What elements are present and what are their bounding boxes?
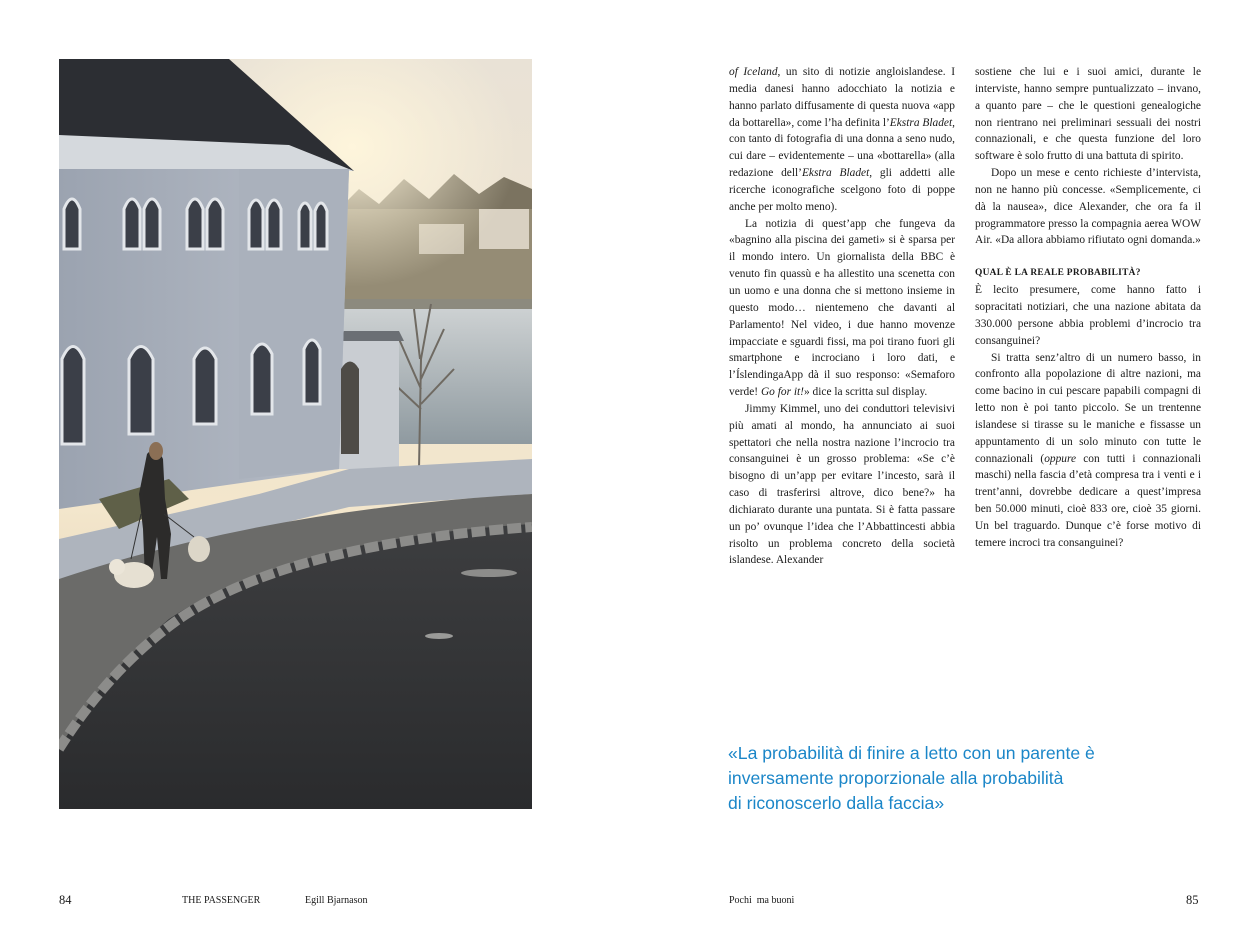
author-name: Egill Bjarnason (305, 895, 368, 906)
section-title: Pochi ma buoni (729, 895, 795, 906)
article-column-right (975, 64, 1201, 552)
article-paragraph: sostiene che lui e i suoi amici, durante le interviste, hanno sempre puntualizzato – invano, a quanto pare – che le questioni genealogiche non rientrano nei preliminari sessuali dei nostri connazionali, e che questa funzione del loro software è solo frutto di una battuta di spirito. (975, 66, 1201, 163)
pull-quote-line: inversamente proporzionale alla probabilità (728, 768, 1064, 788)
left-page-number: 84 (59, 893, 72, 907)
right-page-number: 85 (1186, 893, 1199, 907)
article-paragraph: Si tratta senz’altro di un numero basso, in confronto alla popolazione di altre nazioni, ma come bacino in cui pescare papabili compagni di letto non è poi tanto piccolo. Se un trentenne islandese si tirasse su le maniche e fissasse un appuntamento di un solo minuto con tutte le connazionali (oppure con tutti i connazionali maschi) nella fascia d’età compresa tra i venti e i trent’anni, dovrebbe dedicare a quest’impresa ben 50.000 minuti, cioè 833 ore, cioè 35 giorni. Un bel traguardo. Dunque c’è forse motivo di temere incroci tra consanguinei? (975, 351, 1201, 549)
article-paragraph: Jimmy Kimmel, uno dei conduttori televisivi più amati al mondo, ha annunciato ai suoi spettatori che nella nostra nazione l’incrocio tra consanguinei è un grosso problema: «Se c’è bisogno di un’app per evitare l’incesto, sarà il caso di trasferirsi altrove, dico bene?» ha dichiarato durante una puntata. Si è fatta passare un po’ ovunque l’idea che l’Abbattincesti abbia risolto un problema concreto della società islandese. Alexander (729, 402, 955, 567)
article-paragraph: È lecito presumere, come hanno fatto i sopracitati notiziari, che una nazione abitata da 330.000 persone abbia problemi d’incrocio tra consanguinei? (975, 284, 1201, 347)
article-paragraph: La notizia di quest’app che fungeva da «bagnino alla piscina dei gameti» si è sparsa per il mondo intero. Un giornalista della BBC è venuto fin quassù e ha allestito una scenetta con un uomo e una donna che si mettono insieme in questo modo… nientemeno che davanti al Parlamento! Nel video, i due hanno movenze impacciate e sguardi fissi, ma poi tirano fuori gli smartphone e incrociano i loro dati, e l’ÍslendingaApp dà il suo responso: «Semaforo verde! Go for it!» dice la scritta sul display. (729, 217, 955, 399)
photo-illustration (59, 59, 532, 809)
article-paragraph: of Iceland, un sito di notizie angloislandese. I media danesi hanno adocchiato la notizia e hanno parlato diffusamente di questa nuova «app da bottarella», come l’ha definita l’Ekstra Bladet, con tanto di fotografia di una donna a seno nudo, cui dare – evidentemente – una «bottarella» (alla redazione dell’Ekstra Bladet, gli addetti alle ricerche iconografiche scelgono foto di poppe anche per molto meno). (729, 66, 956, 213)
article-column-left (729, 64, 955, 569)
pull-quote-line: di riconoscerlo dalla faccia» (728, 793, 945, 813)
article-paragraph: Dopo un mese e cento richieste d’intervista, non ne hanno più concesse. «Semplicemente, ci dà la nausea», dice Alexander, che ora fa il programmatore presso la compagnia aerea WOW Air. «Da allora abbiamo rifiutato ogni domanda.» (975, 167, 1201, 247)
photo-church-dog-walker (59, 59, 532, 809)
section-subheading: QUAL È LA REALE PROBABILITÀ? (975, 268, 1141, 279)
pull-quote-line: «La probabilità di finire a letto con un parente è (728, 743, 1095, 763)
magazine-title: THE PASSENGER (182, 895, 261, 906)
pull-quote (728, 741, 1148, 816)
